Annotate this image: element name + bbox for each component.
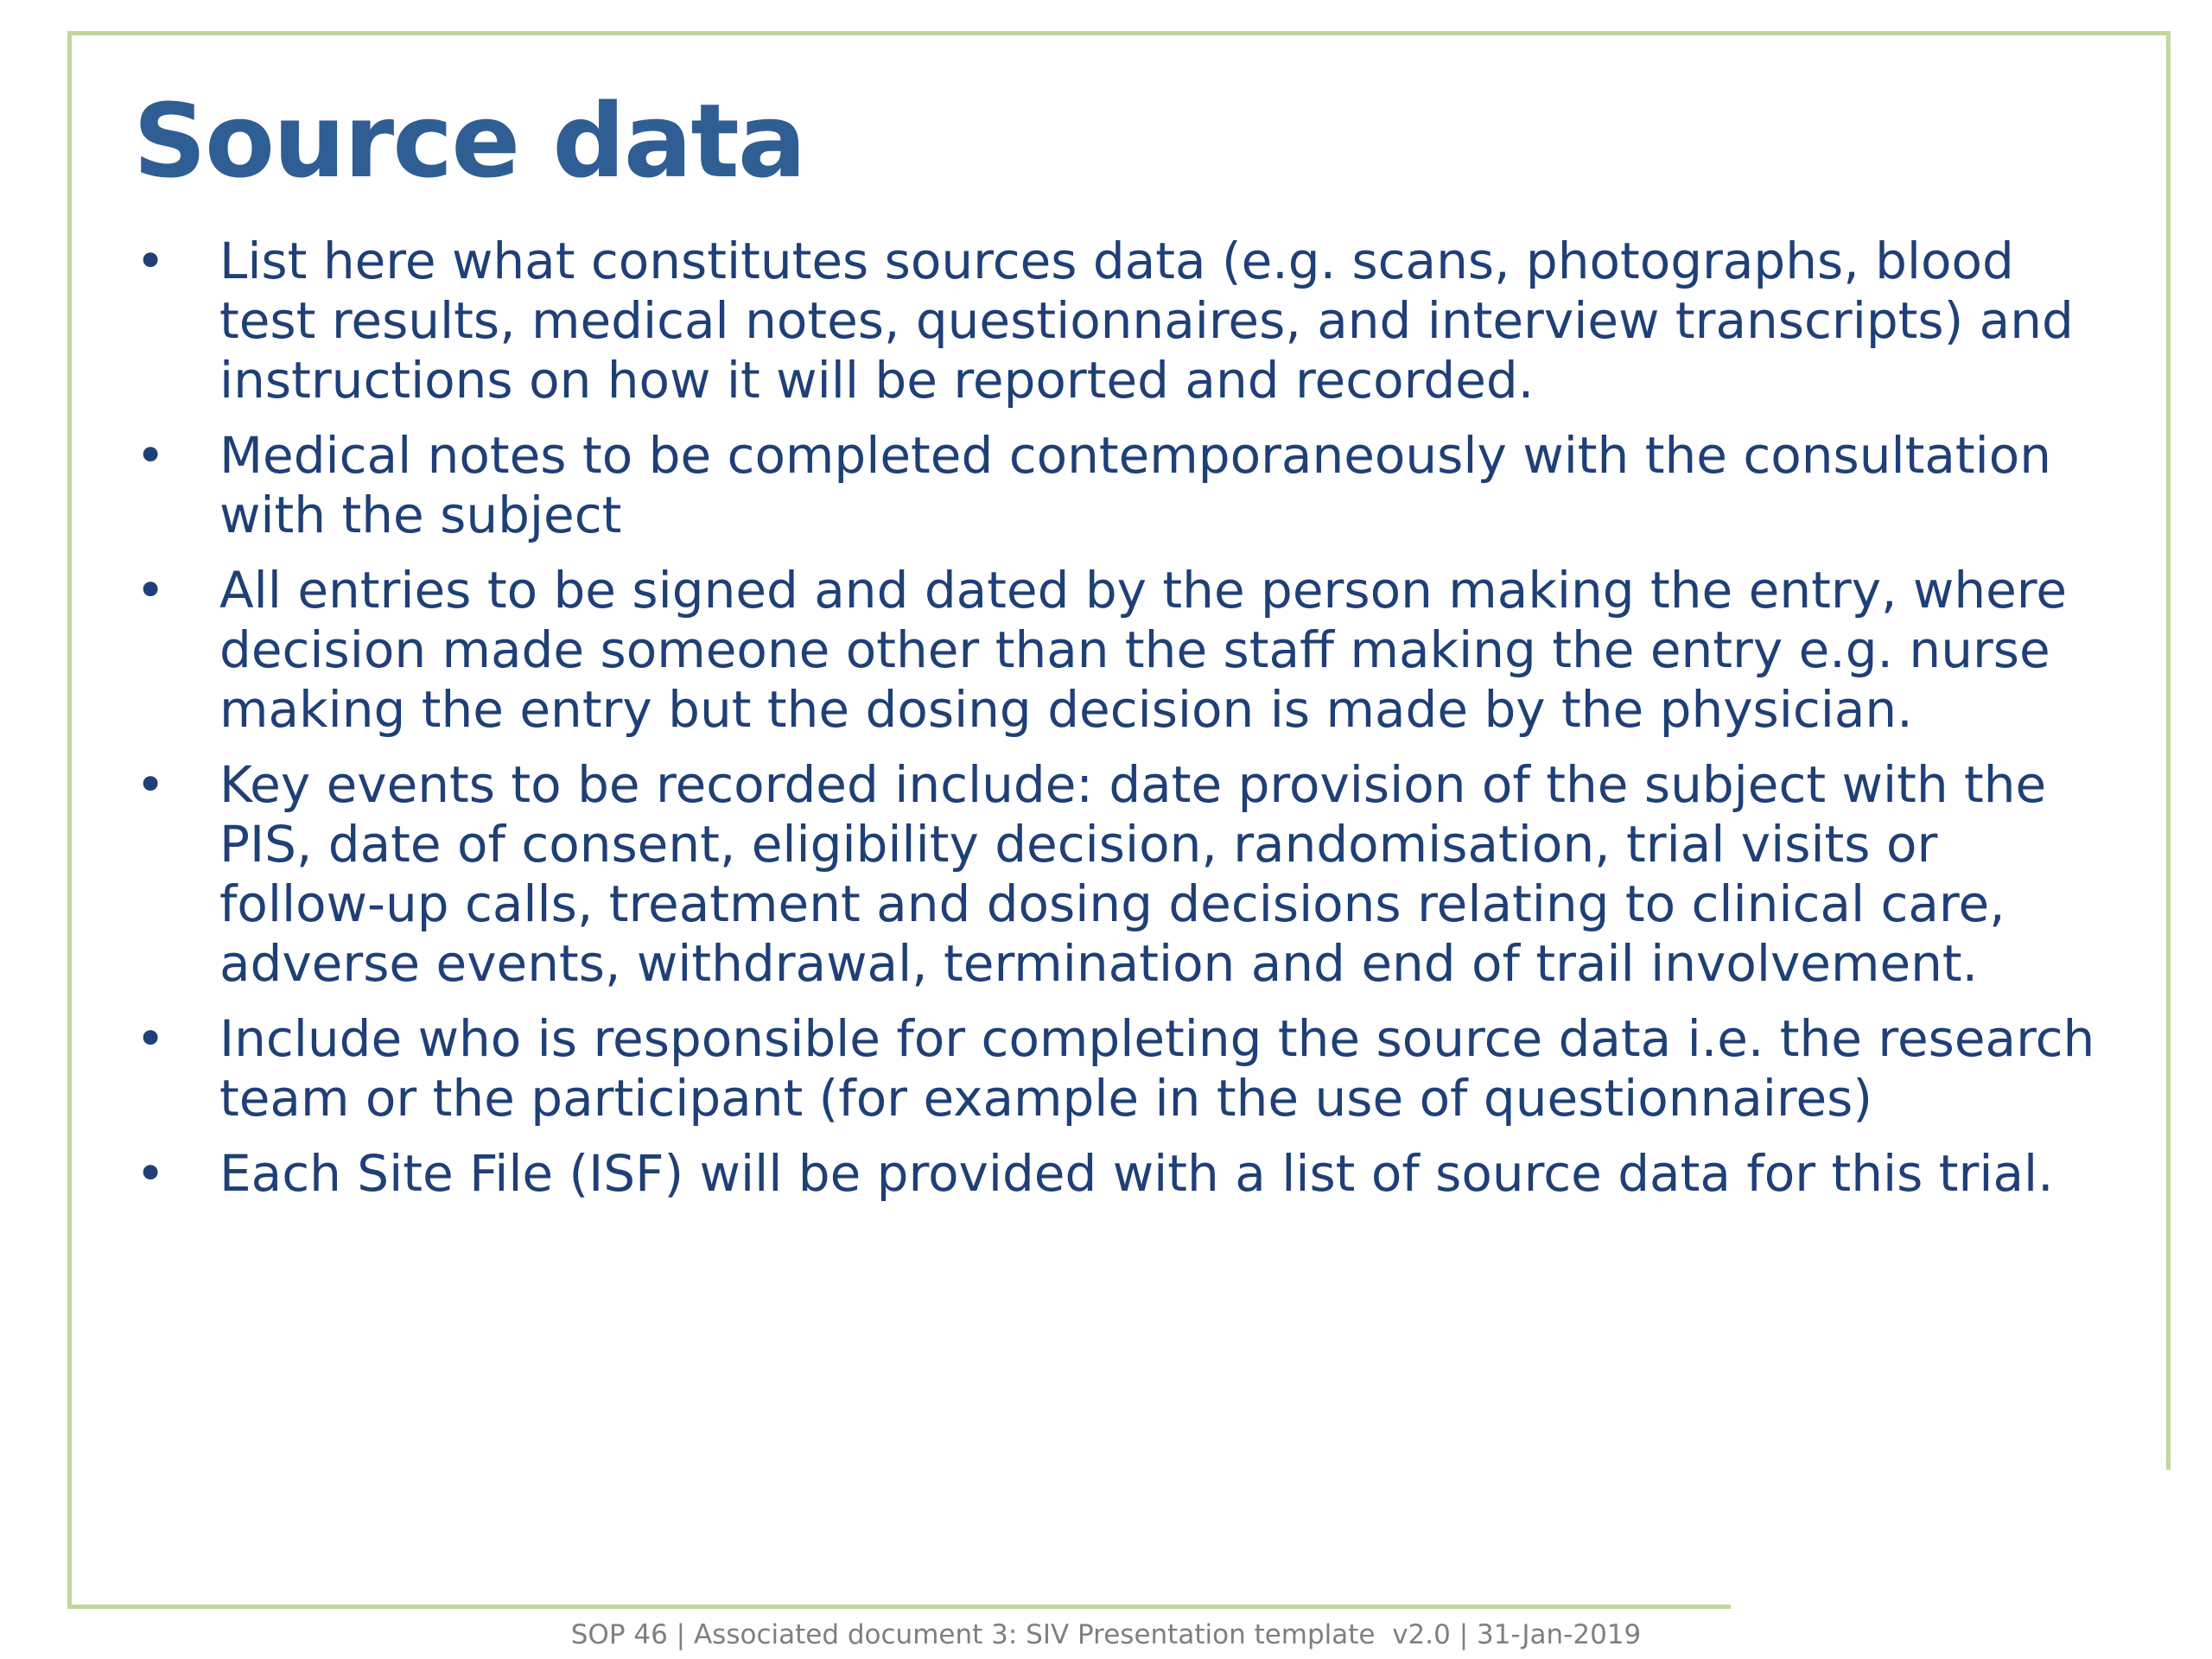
slide-title: Source data [133,81,805,200]
bullet-icon: • [136,561,166,620]
bullet-icon: • [136,1009,166,1068]
bullet-list [133,232,2112,1219]
bullet-text: Medical notes to be completed contemporaneously with the consultation with the subject [219,426,2051,544]
bullet-text: List here what constitutes sources data (e.g. scans, photographs, blood test results, medical notes, questionnaires, and interview transcripts) and instructions on how it will be reported and recorded. [219,232,2074,410]
bullet-text: Key events to be recorded include: date provision of the subject with the PIS, date of consent, eligibility decision, randomisation, trial visits or follow-up calls, treatment and dosing decisions relating to clinical care, adverse events, withdrawal, termination and end of trail involvement. [219,755,2047,993]
bullet-text: All entries to be signed and dated by the person making the entry, where decision made someone other than the staff making the entry e.g. nurse making the entry but the dosing decision is made by the physician. [219,561,2068,739]
frame-border-bottom [67,1605,1731,1609]
bullet-icon: • [136,1144,166,1203]
bullet-text: Each Site File (ISF) will be provided with a list of source data for this trial. [219,1144,2054,1203]
bullet-item [133,1009,2112,1128]
bullet-item [133,232,2112,410]
frame-border-right [2166,31,2171,1470]
bullet-text: Include who is responsible for completing the source data i.e. the research team or the participant (for example in the use of questionnaires) [219,1009,2095,1128]
slide-footer: SOP 46 | Associated document 3: SIV Presentation template v2.0 | 31-Jan-2019 [570,1619,1642,1650]
bullet-item [133,561,2112,740]
bullet-item [133,426,2112,545]
frame-border-left [67,31,72,1609]
frame-border-top [67,31,2171,35]
bullet-item [133,1144,2112,1204]
bullet-icon: • [136,755,166,814]
bullet-icon: • [136,426,166,485]
bullet-icon: • [136,232,166,290]
bullet-item [133,755,2112,994]
